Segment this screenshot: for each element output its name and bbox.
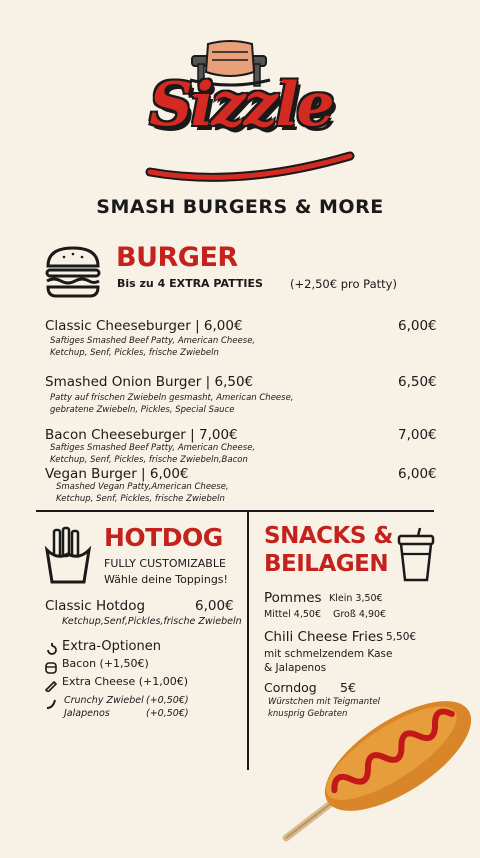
corndog-name: Corndog [264,680,317,695]
chili-fries-name: Chili Cheese Fries [264,629,384,645]
hotdog-item-desc: Ketchup,Senf,Pickles,frische Zwiebeln [62,616,242,627]
logo-wordmark: Sizzle [149,70,333,140]
extra-option-small: Crunchy Zwiebel [64,695,144,706]
cheese-icon [45,677,57,696]
hotdog-subtitle: FULLY CUSTOMIZABLE [104,557,226,570]
bacon-icon [45,659,57,678]
extra-option-small-price: (+0,50€) [146,695,189,706]
burger-item-desc: Smashed Vegan Patty,American Cheese, Ketchup, Senf, Pickles, frische Zwiebeln [56,482,229,504]
extras-title: Extra-Optionen [62,639,161,654]
corndog-price: 5€ [340,680,356,695]
hotdog-item-name: Classic Hotdog [45,598,146,614]
hotdog-item-price: 6,00€ [195,598,234,614]
burger-subtitle: Bis zu 4 EXTRA PATTIES [117,277,263,290]
burger-item-price: 7,00€ [398,427,437,443]
pommes-gross: Groß 4,90€ [333,609,387,620]
corndog-desc: Würstchen mit Teigmantel knusprig Gebraten [268,697,381,719]
burger-item-name: Smashed Onion Burger | 6,50€ [45,374,254,390]
chili-fries-price: 5,50€ [386,631,417,643]
hotdog-section-title: HOTDOG [104,523,223,552]
burger-item-price: 6,00€ [398,466,437,482]
burger-item-price: 6,50€ [398,374,437,390]
extra-option-small: Jalapenos [64,708,110,719]
burger-item-desc: Saftiges Smashed Beef Patty, American Cheese, Ketchup, Senf, Pickles, frische Zwiebeln [50,336,256,358]
extra-option: Extra Cheese (+1,00€) [62,675,189,688]
chili-fries-desc: mit schmelzendem Kase & Jalapenos [264,648,393,674]
hotdog-subtitle-2: Wähle deine Toppings! [104,573,228,586]
burger-item-desc: Patty auf frischen Zwiebeln gesmasht, American Cheese, gebratene Zwiebeln, Pickles, Special Sauce [50,393,294,415]
extra-option: Bacon (+1,50€) [62,657,149,670]
corndog-icon [278,694,480,848]
pommes-mittel: Mittel 4,50€ [264,609,321,620]
burger-item-name: Vegan Burger | 6,00€ [45,466,189,482]
pommes-klein: Klein 3,50€ [329,593,383,604]
section-divider-horizontal [36,510,434,512]
onion-icon [46,641,58,660]
burger-item-price: 6,00€ [398,318,437,334]
pepper-icon [45,695,57,714]
pommes-name: Pommes [264,590,322,606]
burger-item-desc: Saftiges Smashed Beef Patty, American Cheese, Ketchup, Senf, Pickles, frische Zwiebeln,Bacon [50,443,256,465]
burger-section-title: BURGER [116,242,238,273]
fries-icon [44,526,92,588]
burger-item-name: Classic Cheeseburger | 6,00€ [45,318,243,334]
snacks-section-title: SNACKS & BEILAGEN [264,523,393,577]
burger-extra-price: (+2,50€ pro Patty) [290,277,397,291]
burger-item-name: Bacon Cheeseburger | 7,00€ [45,427,238,443]
drink-cup-icon [396,526,436,586]
section-divider-vertical [247,512,249,770]
burger-icon [44,244,102,304]
extra-option-small-price: (+0,50€) [146,708,189,719]
tagline: SMASH BURGERS & MORE [96,196,384,218]
